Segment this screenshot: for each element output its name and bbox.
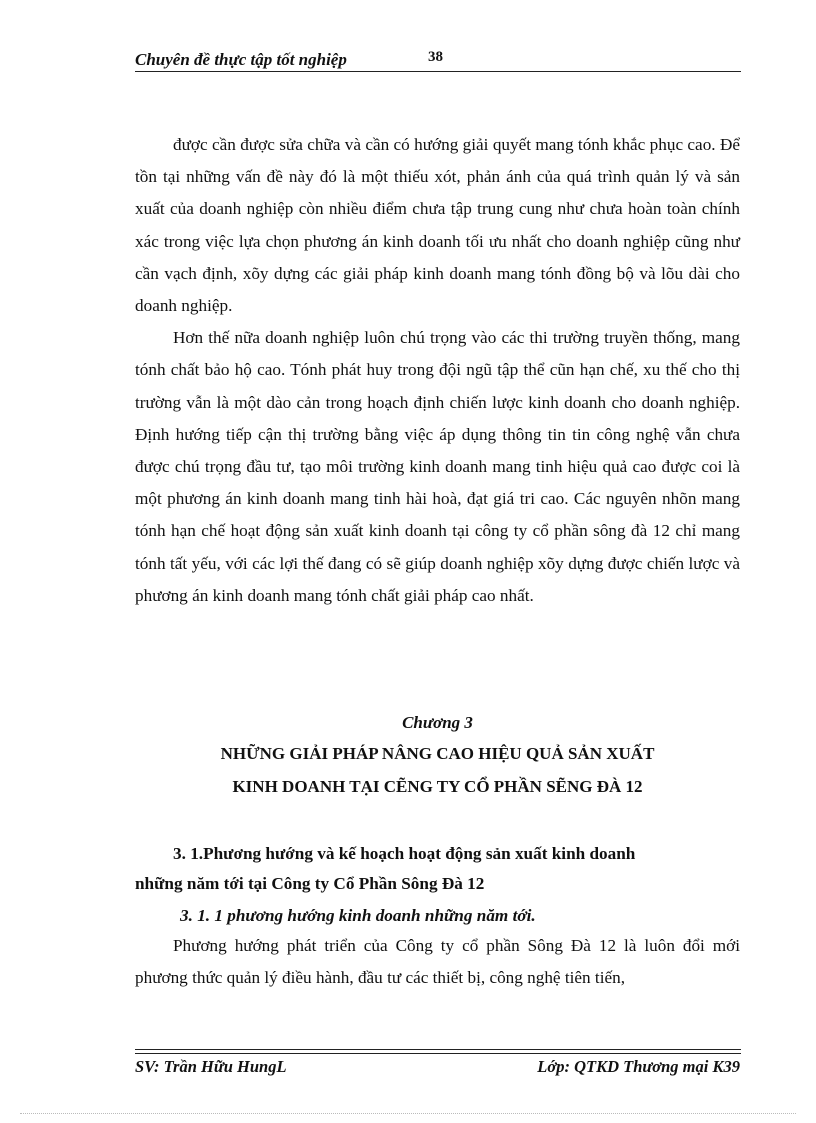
- footer-divider-bottom: [135, 1053, 741, 1054]
- header-title: Chuyên đề thực tập tốt nghiệp: [135, 50, 347, 69]
- body-paragraph-1: được cần được sửa chữa và cần có hướng giải quyết mang tónh khắc phục cao. Để tồn tại những vấn đề này đó là một thiếu xót, phản ánh của quá trình quản lý và sản xuất của doanh nghiệp còn nhiều điểm chưa tập trung cung như chưa hoàn toàn chính xác trong việc lựa chọn phương án kinh doanh tối ưu nhất cho doanh nghiệp cũng như cần vạch định, xõy dựng các giải pháp kinh doanh mang tónh đồng bộ và lõu dài cho doanh nghiệp.: [135, 135, 740, 316]
- body-text: [135, 129, 740, 612]
- section-paragraph: Phương hướng phát triển của Công ty cổ phần Sông Đà 12 là luôn đổi mới phương thức quản lý điều hành, đầu tư các thiết bị, công nghệ tiên tiến,: [135, 936, 740, 987]
- body-paragraph-2: Hơn thế nữa doanh nghiệp luôn chú trọng vào các thi trường truyền thống, mang tónh chất bảo hộ cao. Tónh phát huy trong đội ngũ tập thể cũn hạn chế, xu thế cho thị trường vẫn là một dào cản trong hoạch định chiến lược kinh doanh cho doanh nghiệp. Định hướng tiếp cận thị trường bằng việc áp dụng thông tin tin công nghệ vẫn chưa được chú trọng đầu tư, tạo môi trường kinh doanh mang tinh hiệu quả cao được coi là một phương án kinh doanh mang tinh hài hoà, đạt giá tri cao. Các nguyên nhõn mang tónh hạn chế hoạt động sản xuất kinh doanh tại công ty cổ phần sông đà 12 chỉ mang tónh tất yếu, với các lợi thế đang có sẽ giúp doanh nghiệp xõy dựng được chiến lược và phương án kinh doanh mang tónh chất giải pháp cao nhất.: [135, 328, 740, 605]
- subsection-heading: 3. 1. 1 phương hướng kinh doanh những năm tới.: [180, 906, 536, 925]
- page-edge: [20, 1113, 796, 1114]
- section-heading-line-1: 3. 1.Phương hướng và kế hoạch hoạt động sản xuất kinh doanh: [173, 844, 636, 863]
- header-divider: [135, 71, 741, 72]
- footer-divider-top: [135, 1049, 741, 1050]
- page-header: [135, 48, 741, 72]
- chapter-label: Chương 3: [402, 713, 473, 732]
- footer-student: SV: Trần Hữu HungL: [135, 1057, 287, 1076]
- chapter-title-line-1: NHỮNG GIẢI PHÁP NÂNG CAO HIỆU QUẢ SẢN XUẤT: [220, 744, 655, 763]
- section-heading: [135, 839, 740, 899]
- footer-class: Lớp: QTKD Thương mại K39: [537, 1057, 740, 1076]
- section-heading-line-2: những năm tới tại Công ty Cổ Phần Sông Đà 12: [135, 874, 485, 893]
- chapter-title-line-2: KINH DOANH TẠI CẼNG TY CỔ PHẦN SẼNG ĐÀ 12: [232, 777, 643, 796]
- page-number: 38: [428, 49, 443, 65]
- section-body: [135, 930, 740, 994]
